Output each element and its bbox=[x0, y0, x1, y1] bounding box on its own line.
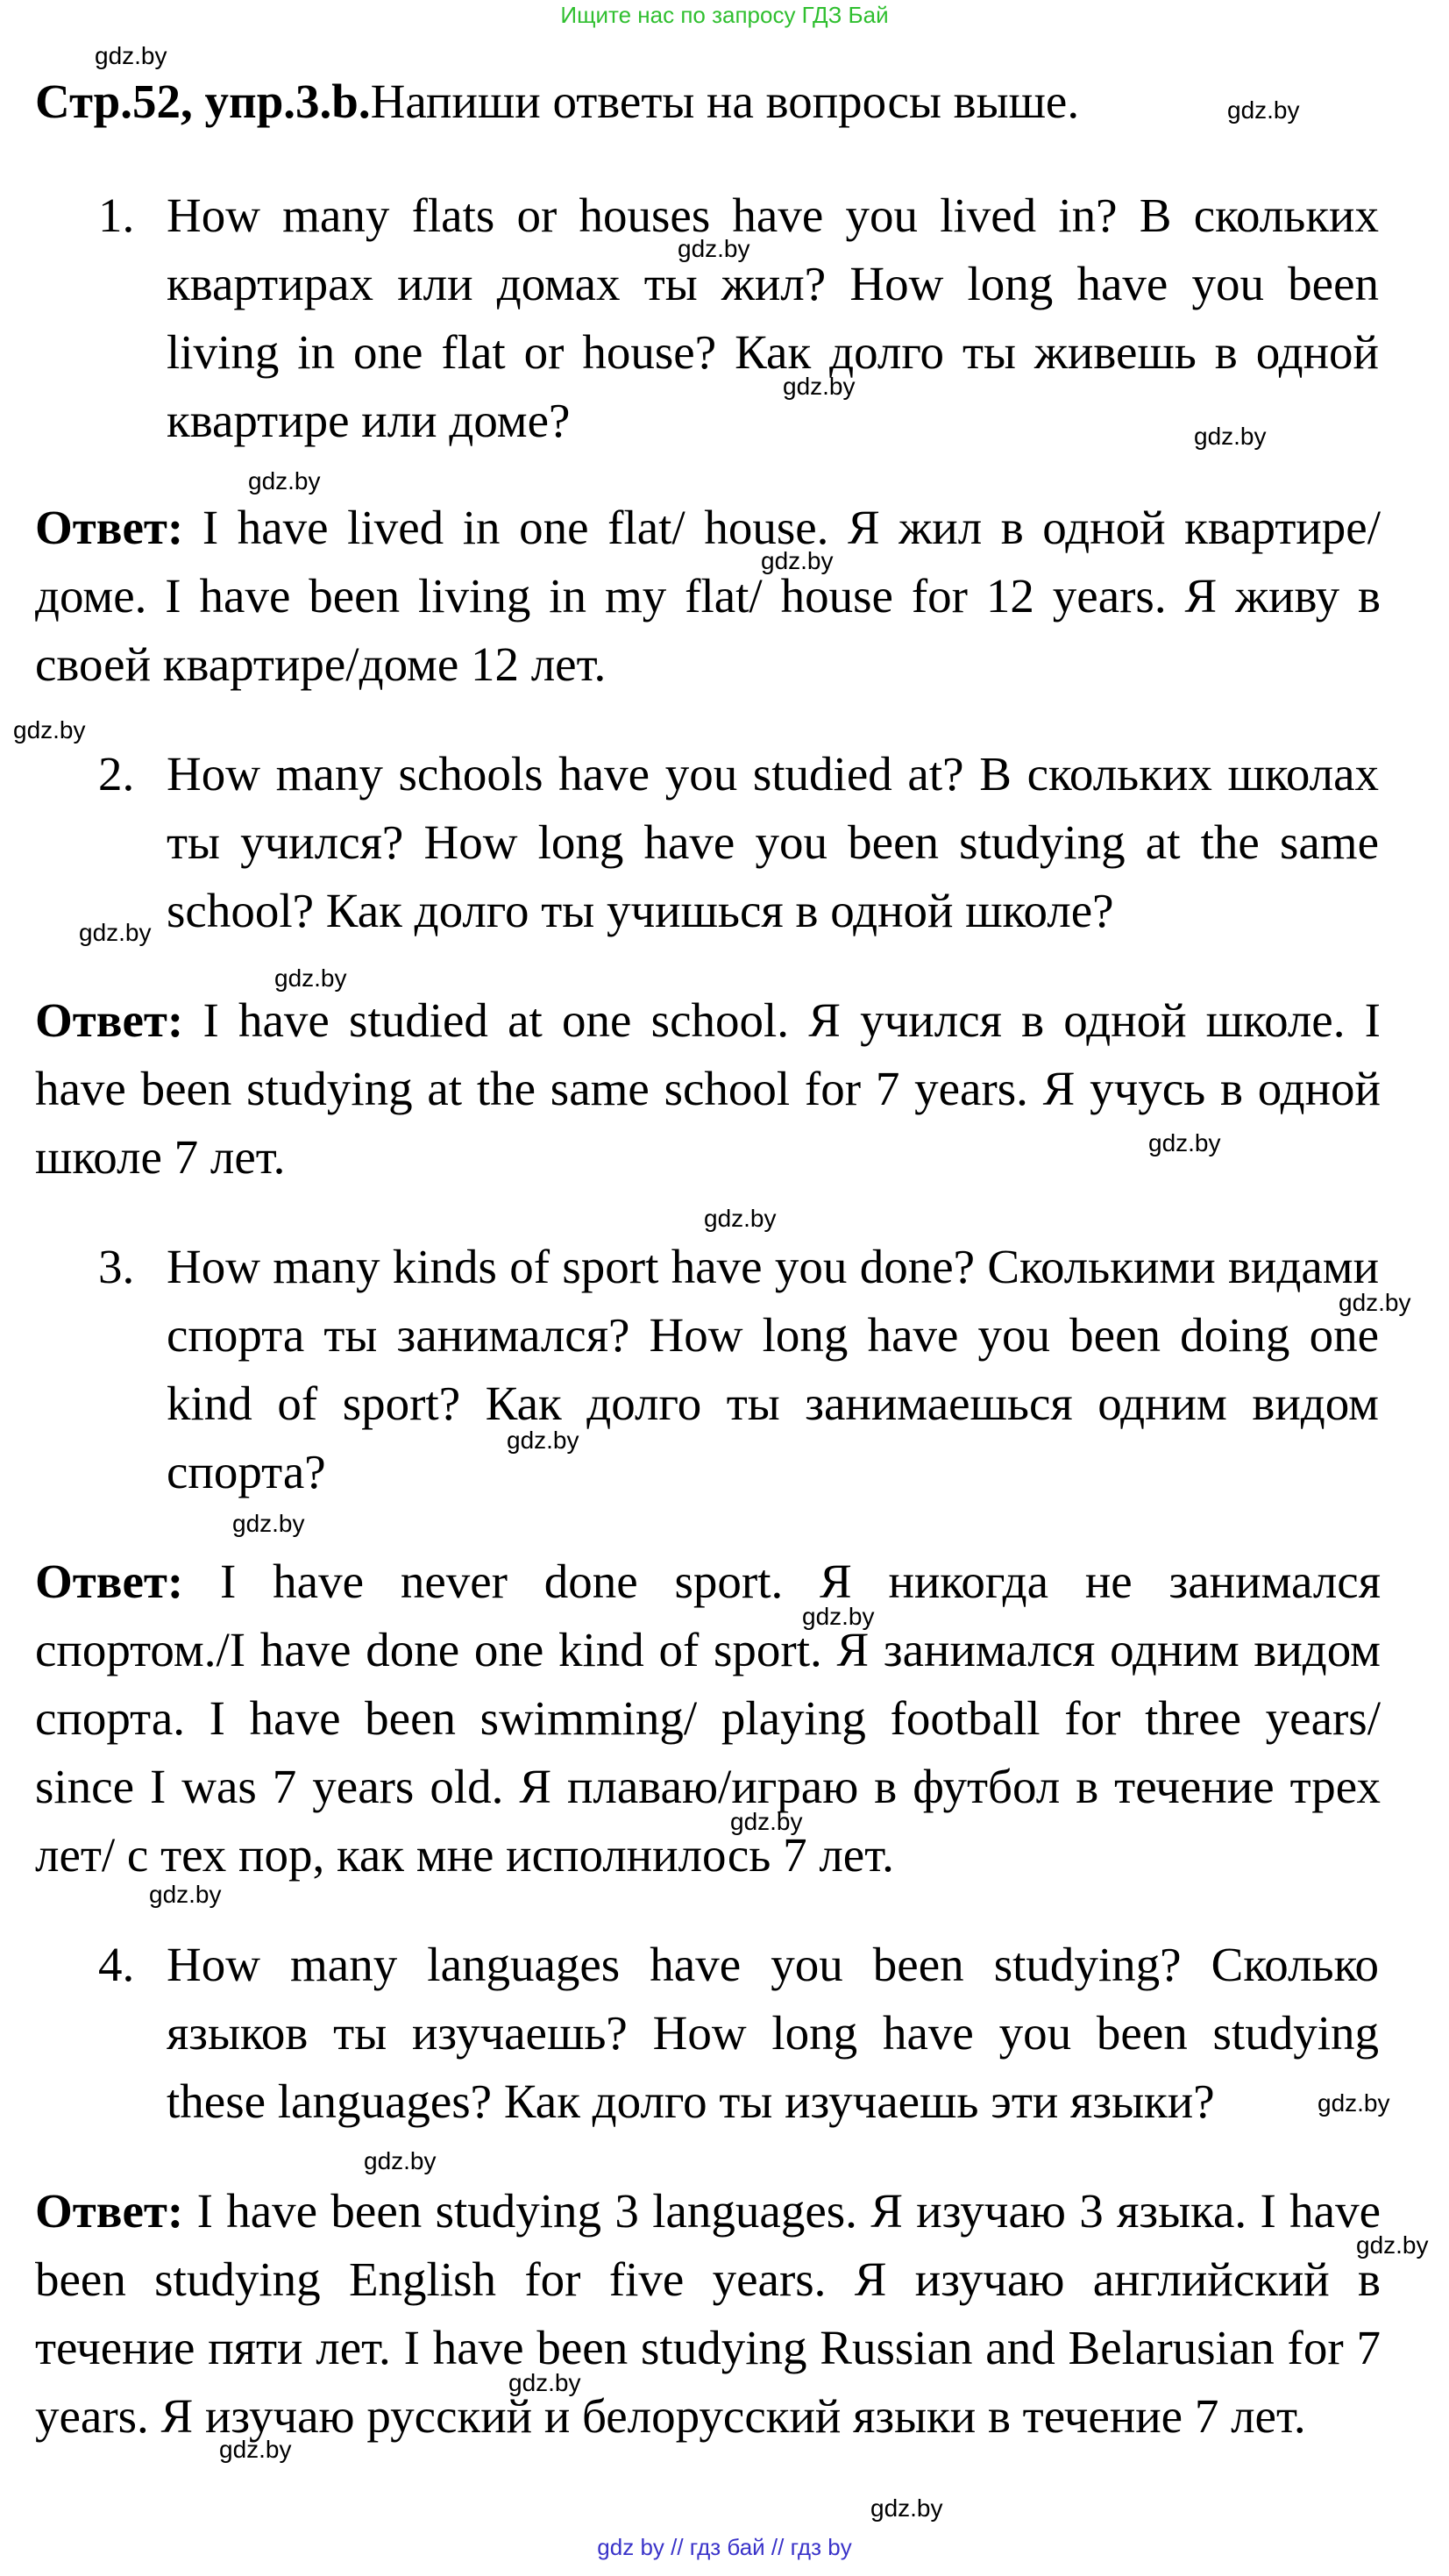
top-banner[interactable]: Ищите нас по запросу ГДЗ Бай bbox=[560, 2, 889, 28]
question-4 bbox=[98, 1931, 1379, 2136]
watermark: gdz.by bbox=[248, 467, 321, 495]
watermark: gdz.by bbox=[704, 1205, 777, 1232]
question-text: How many flats or houses have you lived in? В скольких квартирах или домах ты жил? How long have you been living in one flat or house? Как долго ты живешь в одной квартире или доме? bbox=[167, 189, 1379, 447]
answer-text: I have been studying 3 languages. Я изучаю 3 языка. I have been studying English for five years. Я изучаю английский в течение пяти лет. I have been studying Russian and Belarusian for 7 years. Я изучаю русский и белорусский языки в течение 7 лет. bbox=[35, 2184, 1381, 2443]
watermark: gdz.by bbox=[1148, 1129, 1221, 1156]
question-number: 3. bbox=[98, 1240, 135, 1293]
answer-3 bbox=[35, 1548, 1381, 1889]
footer-links[interactable]: gdz by // гдз бай // гдз by bbox=[597, 2534, 852, 2560]
question-number: 1. bbox=[98, 189, 135, 242]
watermark: gdz.by bbox=[783, 373, 856, 400]
watermark: gdz.by bbox=[678, 235, 750, 262]
exercise-reference: Стр.52, упр.3.b. bbox=[35, 75, 371, 128]
answer-text: I have lived in one flat/ house. Я жил в одной квартире/доме. I have been living in my flat/ house for 12 years. Я живу в своей квартире/доме 12 лет. bbox=[35, 501, 1381, 691]
question-1 bbox=[98, 181, 1379, 455]
question-number: 4. bbox=[98, 1938, 135, 1991]
question-text: How many kinds of sport have you done? Сколькими видами спорта ты занимался? How long have you been doing one kind of sport? Как долго ты занимаешься одним видом спорта? bbox=[167, 1240, 1379, 1498]
answer-label: Ответ: bbox=[35, 1555, 184, 1608]
exercise-instruction: Напиши ответы на вопросы выше. bbox=[370, 75, 1080, 128]
answer-2 bbox=[35, 986, 1381, 1192]
question-3 bbox=[98, 1233, 1379, 1506]
watermark: gdz.by bbox=[802, 1603, 875, 1630]
watermark: gdz.by bbox=[149, 1881, 222, 1908]
watermark: gdz.by bbox=[274, 964, 347, 992]
question-text: How many languages have you been studying? Сколько языков ты изучаешь? How long have you been studying these languages? Как долго ты изучаешь эти языки? bbox=[167, 1938, 1379, 2128]
answer-4 bbox=[35, 2177, 1381, 2451]
answer-1 bbox=[35, 494, 1381, 699]
watermark: gdz.by bbox=[364, 2147, 437, 2174]
answer-text: I have studied at one school. Я учился в одной школе. I have been studying at the same school for 7 years. Я учусь в одной школе 7 лет. bbox=[35, 993, 1381, 1184]
watermark: gdz.by bbox=[13, 716, 86, 744]
watermark: gdz.by bbox=[1356, 2231, 1429, 2259]
watermark: gdz.by bbox=[870, 2494, 943, 2522]
answer-label: Ответ: bbox=[35, 501, 184, 554]
watermark: gdz.by bbox=[508, 2369, 581, 2396]
watermark: gdz.by bbox=[95, 42, 167, 69]
question-text: How many schools have you studied at? В скольких школах ты учился? How long have you been studying at the same school? Как долго ты учишься в одной школе? bbox=[167, 747, 1379, 937]
page-title bbox=[35, 68, 1157, 135]
watermark: gdz.by bbox=[1227, 96, 1300, 124]
answer-label: Ответ: bbox=[35, 2184, 184, 2238]
answer-label: Ответ: bbox=[35, 993, 184, 1047]
question-number: 2. bbox=[98, 747, 135, 801]
watermark: gdz.by bbox=[761, 547, 834, 574]
watermark: gdz.by bbox=[79, 919, 152, 946]
watermark: gdz.by bbox=[507, 1427, 579, 1454]
answer-text: I have never done sport. Я никогда не занимался спортом./I have done one kind of sport. Я занимался одним видом спорта. I have been swimming/ playing football for three years/ since I was 7 years old. Я плаваю/играю в футбол в течение трех лет/ с тех пор, как мне исполнилось 7 лет. bbox=[35, 1555, 1381, 1882]
watermark: gdz.by bbox=[730, 1808, 803, 1835]
watermark: gdz.by bbox=[1318, 2089, 1390, 2117]
watermark: gdz.by bbox=[1194, 423, 1267, 450]
watermark: gdz.by bbox=[1339, 1289, 1411, 1316]
watermark: gdz.by bbox=[219, 2436, 292, 2463]
watermark: gdz.by bbox=[232, 1510, 305, 1537]
